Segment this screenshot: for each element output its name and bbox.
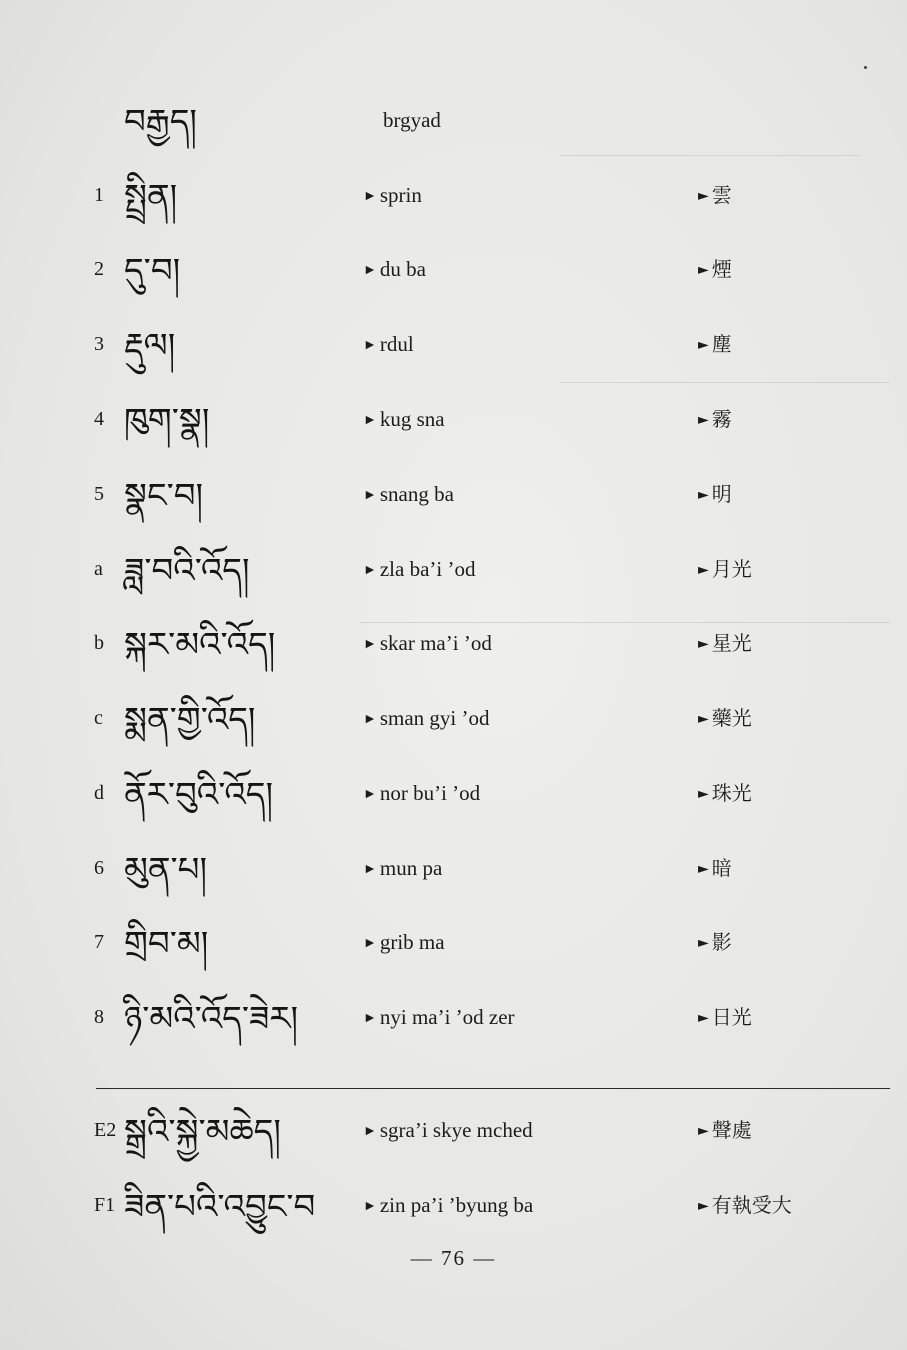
entry-chinese (698, 557, 752, 584)
entry-number: 4 (94, 408, 104, 430)
header-wylie: brgyad (383, 108, 441, 132)
entry-row (0, 924, 907, 990)
entry-wylie (363, 631, 492, 659)
arrow-marker-icon: ► (363, 712, 377, 727)
entry-tibetan: ཁུག་སྣ། (124, 401, 210, 441)
entry-chinese-text: 雲 (711, 183, 732, 207)
arrow-marker-icon: ► (363, 1011, 377, 1026)
arrow-marker-icon: ► (363, 787, 377, 802)
entry-wylie (363, 557, 475, 585)
entry-wylie (363, 781, 480, 809)
entry-chinese (698, 183, 732, 210)
arrow-marker-icon: ► (363, 1199, 377, 1214)
entry-row (0, 251, 907, 317)
entry-row (0, 625, 907, 691)
arrow-marker-icon: ► (698, 711, 709, 727)
entry-number: 7 (94, 931, 104, 953)
scan-speck (864, 66, 867, 69)
entry-row (0, 700, 907, 766)
entry-number: 8 (94, 1006, 104, 1028)
entry-chinese (698, 482, 732, 509)
entry-number: 1 (94, 184, 104, 206)
entry-tibetan: གྲིབ་མ། (124, 924, 209, 964)
arrow-marker-icon: ► (698, 1198, 709, 1214)
entry-chinese-text: 珠光 (711, 781, 752, 805)
entry-chinese-text: 煙 (711, 257, 732, 281)
arrow-marker-icon: ► (698, 861, 709, 877)
arrow-marker-icon: ► (363, 563, 377, 578)
separator-line (96, 1088, 890, 1089)
entry-wylie (363, 183, 422, 211)
entry-row (0, 326, 907, 392)
entry-tibetan: སྣང་བ། (124, 476, 204, 516)
entry-wylie (363, 1118, 533, 1146)
entry-number: c (94, 707, 103, 729)
arrow-marker-icon: ► (363, 637, 377, 652)
entry-number: E2 (94, 1119, 117, 1141)
entry-number: d (94, 782, 104, 804)
entry-wylie-text: rdul (379, 332, 414, 356)
arrow-marker-icon: ► (698, 262, 709, 278)
arrow-marker-icon: ► (363, 1124, 377, 1139)
arrow-marker-icon: ► (363, 488, 377, 503)
entry-row (0, 551, 907, 617)
entry-row (0, 177, 907, 243)
entry-chinese-text: 月光 (711, 557, 752, 581)
entry-wylie-text: kug sna (379, 407, 445, 431)
entry-wylie (363, 332, 414, 360)
entry-wylie (363, 1193, 533, 1221)
arrow-marker-icon: ► (363, 936, 377, 951)
entry-chinese-text: 霧 (711, 407, 732, 431)
entry-chinese (698, 257, 732, 284)
entry-chinese (698, 930, 732, 957)
entry-tibetan: ཟིན་པའི་འབྱུང་བ (124, 1187, 316, 1227)
entry-number: 6 (94, 857, 104, 879)
entry-chinese-text: 星光 (711, 631, 752, 655)
entry-wylie (363, 407, 445, 435)
arrow-marker-icon: ► (363, 413, 377, 428)
entry-chinese (698, 1005, 752, 1032)
entry-tibetan: ནོར་བུའི་འོད། (124, 775, 273, 815)
entry-chinese (698, 781, 752, 808)
entry-chinese (698, 407, 732, 434)
entry-number: b (94, 632, 104, 654)
entry-wylie (363, 930, 445, 958)
entry-wylie (363, 1005, 515, 1033)
arrow-marker-icon: ► (698, 1123, 709, 1139)
entry-wylie-text: nyi ma’i ’od zer (379, 1005, 515, 1029)
entry-wylie (363, 856, 442, 884)
entry-wylie-text: sprin (379, 183, 422, 207)
entry-number: a (94, 558, 103, 580)
entry-wylie-text: skar ma’i ’od (379, 631, 492, 655)
entry-number: F1 (94, 1194, 116, 1216)
entry-chinese-text: 塵 (711, 332, 732, 356)
page-number: — 76 — (410, 1246, 497, 1270)
entry-row (0, 999, 907, 1065)
entry-chinese-text: 日光 (711, 1005, 752, 1029)
entry-wylie-text: du ba (379, 257, 426, 281)
arrow-marker-icon: ► (698, 636, 709, 652)
entry-wylie-text: nor bu’i ’od (379, 781, 481, 805)
entry-tibetan: སྒྲའི་སྐྱེ་མཆེད། (124, 1112, 281, 1152)
entry-tibetan: མུན་པ། (124, 850, 208, 890)
entry-chinese (698, 856, 732, 883)
entry-number: 3 (94, 333, 104, 355)
entry-chinese (698, 1193, 792, 1220)
entry-tibetan: དུ་བ། (124, 251, 181, 291)
entry-chinese-text: 有執受大 (711, 1193, 792, 1217)
entry-chinese-text: 聲處 (711, 1118, 752, 1142)
entry-row (0, 476, 907, 542)
entry-wylie-text: mun pa (379, 856, 443, 880)
entry-wylie (363, 257, 426, 285)
entry-row (0, 1187, 907, 1253)
entry-chinese (698, 1118, 752, 1145)
arrow-marker-icon: ► (698, 188, 709, 204)
entry-tibetan: ཉི་མའི་འོད་ཟེར། (124, 999, 299, 1039)
entry-wylie (363, 482, 454, 510)
entry-wylie-text: sgra’i skye mched (379, 1118, 533, 1142)
entry-chinese (698, 631, 752, 658)
entry-wylie-text: zin pa’i ’byung ba (379, 1193, 534, 1217)
bleed-through-line (360, 622, 890, 623)
entry-chinese (698, 332, 732, 359)
entry-row (0, 775, 907, 841)
arrow-marker-icon: ► (698, 1010, 709, 1026)
arrow-marker-icon: ► (698, 786, 709, 802)
entry-wylie-text: grib ma (379, 930, 445, 954)
arrow-marker-icon: ► (698, 487, 709, 503)
section-header (0, 102, 907, 168)
entry-number: 2 (94, 258, 104, 280)
entry-number: 5 (94, 483, 104, 505)
entry-wylie-text: sman gyi ’od (379, 706, 490, 730)
entry-tibetan: སྤྲིན། (124, 177, 178, 217)
arrow-marker-icon: ► (363, 263, 377, 278)
entry-tibetan: སྐར་མའི་འོད། (124, 625, 276, 665)
arrow-marker-icon: ► (698, 337, 709, 353)
entry-wylie (363, 706, 490, 734)
arrow-marker-icon: ► (363, 338, 377, 353)
entry-chinese-text: 影 (711, 930, 732, 954)
arrow-marker-icon: ► (698, 412, 709, 428)
entry-tibetan: རྡུལ། (124, 326, 176, 366)
header-tibetan: བརྒྱད། (124, 102, 197, 142)
arrow-marker-icon: ► (698, 562, 709, 578)
entry-tibetan: ཟླ་བའི་འོད། (124, 551, 250, 591)
arrow-marker-icon: ► (363, 189, 377, 204)
entry-tibetan: སྨན་གྱི་འོད། (124, 700, 256, 740)
entry-wylie-text: snang ba (379, 482, 454, 506)
entry-row (0, 401, 907, 467)
entry-chinese-text: 藥光 (711, 706, 752, 730)
arrow-marker-icon: ► (698, 935, 709, 951)
entry-row (0, 1112, 907, 1178)
entry-chinese (698, 706, 752, 733)
entry-chinese-text: 明 (711, 482, 732, 506)
arrow-marker-icon: ► (363, 862, 377, 877)
entry-wylie-text: zla ba’i ’od (379, 557, 476, 581)
entry-row (0, 850, 907, 916)
entry-chinese-text: 暗 (711, 856, 732, 880)
